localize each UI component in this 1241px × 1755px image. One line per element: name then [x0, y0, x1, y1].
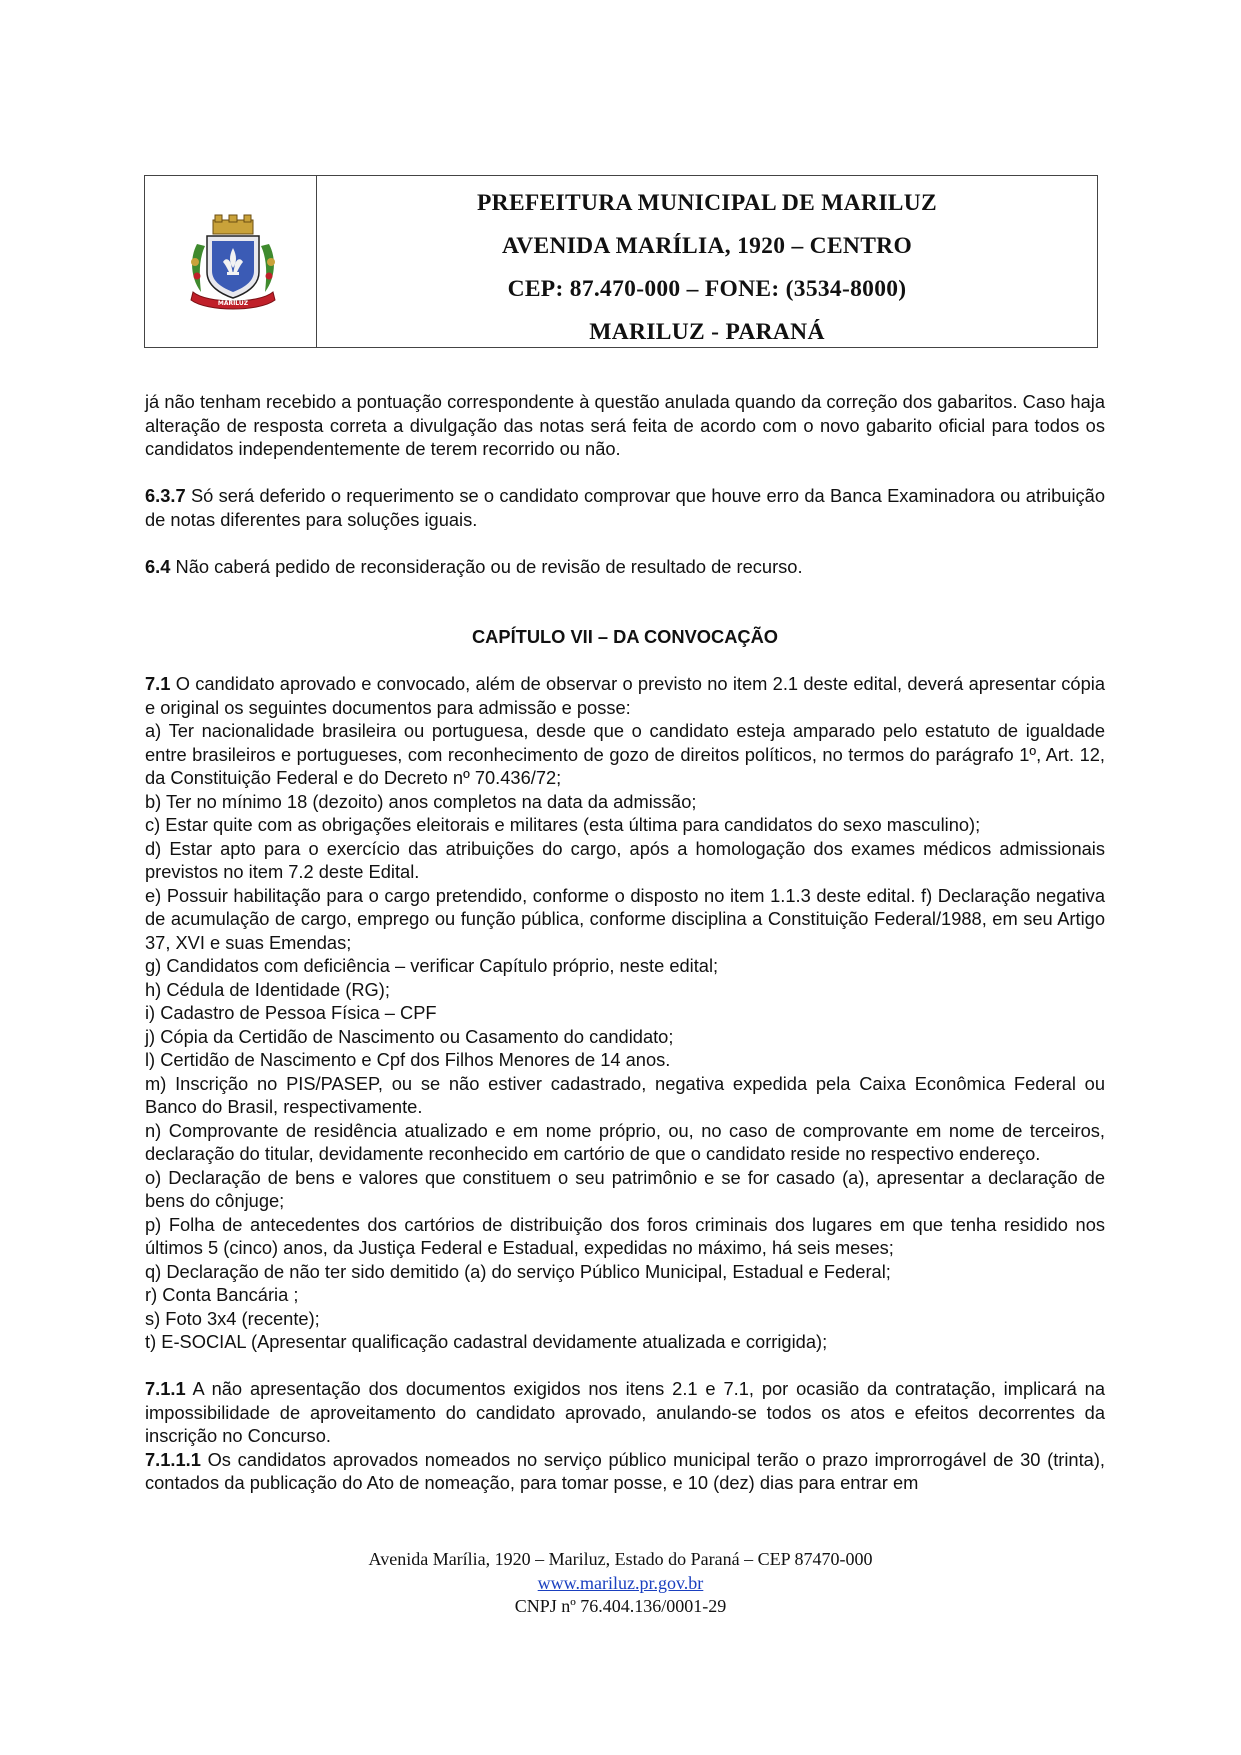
paragraph-text: A não apresentação dos documentos exigidos nos itens 2.1 e 7.1, por ocasião da contratação, implicará na impossibilidade de aproveitamento do candidato aprovado, anulando-se todos os atos e efeitos decorrentes da inscrição no Concurso.: [145, 1378, 1105, 1446]
paragraph-7-1-1: [145, 1377, 1105, 1448]
paragraph-text: O candidato aprovado e convocado, além de observar o previsto no item 2.1 deste edital, deverá apresentar cópia e original os seguintes documentos para admissão e posse:: [145, 673, 1105, 718]
list-item: d) Estar apto para o exercício das atribuições do cargo, após a homologação dos exames médicos admissionais previstos no item 7.2 deste Edital.: [145, 837, 1105, 882]
list-item: n) Comprovante de residência atualizado e em nome próprio, ou, no caso de comprovante em nome de terceiros, declaração do titular, devidamente reconhecido em cartório de que o candidato reside no respectivo endereço.: [145, 1119, 1105, 1164]
item-number: 6.4: [145, 555, 171, 577]
list-item: e) Possuir habilitação para o cargo pretendido, conforme o disposto no item 1.1.3 deste edital. f) Declaração negativa de acumulação de cargo, emprego ou função pública, conforme disciplina a Constituição Federal/1988, em seu Artigo 37, XVI e suas Emendas;: [145, 884, 1105, 953]
paragraph-6-4: [145, 555, 1105, 579]
list-item: q) Declaração de não ter sido demitido (a) do serviço Público Municipal, Estadual e Federal;: [145, 1260, 891, 1282]
list-item: s) Foto 3x4 (recente);: [145, 1307, 320, 1329]
paragraph-text: Só será deferido o requerimento se o candidato comprovar que houve erro da Banca Examinadora ou atribuição de notas diferentes para soluções iguais.: [145, 485, 1105, 530]
list-item: h) Cédula de Identidade (RG);: [145, 978, 390, 1000]
list-item: c) Estar quite com as obrigações eleitorais e militares (esta última para candidatos do sexo masculino);: [145, 814, 981, 835]
list-item: a) Ter nacionalidade brasileira ou portuguesa, desde que o candidato esteja amparado pelo estatuto de igualdade entre brasileiros e portugueses, com reconhecimento de gozo de direitos políticos, no termos do parágrafo 1º, Art. 12, da Constituição Federal e do Decreto nº 70.436/72;: [145, 720, 1105, 788]
institution-name: PREFEITURA MUNICIPAL DE MARILUZ: [477, 190, 937, 216]
paragraph-7-1: [145, 672, 1105, 719]
document-body: [145, 390, 1105, 1495]
letterhead-text: [317, 176, 1097, 347]
list-item: g) Candidatos com deficiência – verificar Capítulo próprio, neste edital;: [145, 955, 719, 976]
item-number: 6.3.7: [145, 485, 186, 506]
paragraph-6-3-7: [145, 484, 1105, 531]
municipal-coat-of-arms-icon: [187, 214, 279, 314]
footer-address: Avenida Marília, 1920 – Mariluz, Estado do Paraná – CEP 87470-000: [368, 1549, 873, 1569]
institution-address: AVENIDA MARÍLIA, 1920 – CENTRO: [501, 233, 913, 259]
list-item: b) Ter no mínimo 18 (dezoito) anos completos na data da admissão;: [145, 790, 697, 812]
list-item: t) E-SOCIAL (Apresentar qualificação cadastral devidamente atualizada e corrigida);: [145, 1331, 828, 1352]
paragraph: já não tenham recebido a pontuação correspondente à questão anulada quando da correção dos gabaritos. Caso haja alteração de resposta correta a divulgação das notas será feita de acordo com o novo gabarito oficial para todos os candidatos independentemente de terem recorrido ou não.: [145, 391, 1105, 459]
institution-contact: CEP: 87.470-000 – FONE: (3534-8000): [507, 276, 907, 302]
list-item: o) Declaração de bens e valores que constituem o seu patrimônio e se for casado (a), apresentar a declaração de bens do cônjuge;: [145, 1166, 1105, 1211]
institution-city: MARILUZ - PARANÁ: [589, 319, 825, 345]
page-footer: [0, 1548, 1241, 1619]
footer-website-link[interactable]: www.mariluz.pr.gov.br: [537, 1572, 704, 1593]
list-item: l) Certidão de Nascimento e Cpf dos Filhos Menores de 14 anos.: [145, 1049, 671, 1070]
letterhead: [144, 175, 1098, 348]
item-number: 7.1: [145, 673, 171, 694]
item-number: 7.1.1: [145, 1378, 186, 1399]
footer-cnpj: CNPJ nº 76.404.136/0001-29: [514, 1596, 727, 1616]
svg-text:MARILUZ: MARILUZ: [217, 300, 249, 307]
list-item: r) Conta Bancária ;: [145, 1284, 299, 1305]
chapter-heading: CAPÍTULO VII – DA CONVOCAÇÃO: [471, 626, 779, 647]
paragraph-text: Não caberá pedido de reconsideração ou de revisão de resultado de recurso.: [170, 555, 803, 577]
paragraph-text: Os candidatos aprovados nomeados no serviço público municipal terão o prazo improrrogável de 30 (trinta), contados da publicação do Ato de nomeação, para tomar posse, e 10 (dez) dias para entrar em: [145, 1448, 1105, 1493]
item-number: 7.1.1.1: [145, 1448, 201, 1470]
list-item: p) Folha de antecedentes dos cartórios de distribuição dos foros criminais dos lugares em que tenha residido nos últimos 5 (cinco) anos, da Justiça Federal e Estadual, expedidas no máximo, há seis meses;: [145, 1213, 1105, 1258]
list-item: j) Cópia da Certidão de Nascimento ou Casamento do candidato;: [145, 1025, 674, 1047]
list-item: m) Inscrição no PIS/PASEP, ou se não estiver cadastrado, negativa expedida pela Caixa Econômica Federal ou Banco do Brasil, respectivamente.: [145, 1072, 1105, 1117]
logo-cell: [145, 176, 317, 347]
paragraph-7-1-1-1: [145, 1448, 1105, 1495]
list-item: i) Cadastro de Pessoa Física – CPF: [145, 1002, 437, 1023]
